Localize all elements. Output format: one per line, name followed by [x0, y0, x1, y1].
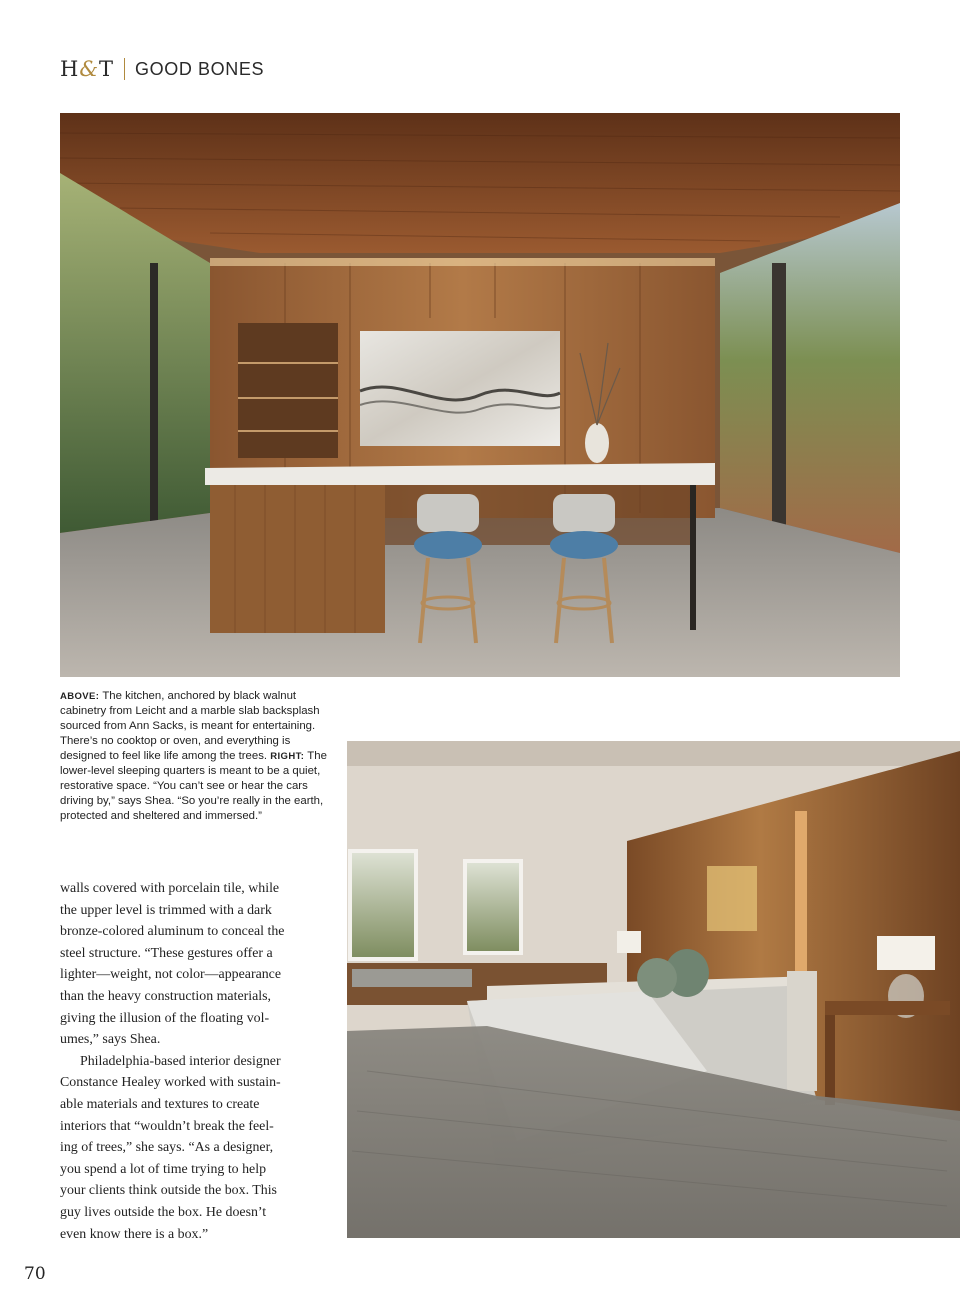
header-divider: [124, 58, 125, 80]
body-line: steel structure. “These gestures offer a: [60, 945, 273, 961]
body-line: you spend a lot of time trying to help: [60, 1161, 267, 1177]
article-body: [60, 878, 335, 1245]
kitchen-illustration: [60, 113, 900, 677]
page-number: 70: [24, 1264, 46, 1284]
section-title: GOOD BONES: [135, 58, 265, 79]
body-line: Philadelphia-based interior designer: [80, 1053, 281, 1069]
kitchen-photo: [60, 113, 900, 677]
body-line: lighter—weight, not color—appearance: [60, 967, 282, 983]
caption-above-text: The kitchen, anchored by black walnut cabinetry from Leicht and a marble slab backsplash sourced from Ann Sacks, is meant for entertaining. There’s no cooktop or oven, and everything is designed to feel like life among the trees.: [60, 690, 320, 762]
body-line: ing of trees,” she says. “As a designer,: [60, 1140, 274, 1156]
bedroom-illustration: [347, 741, 960, 1238]
body-line: your clients think outside the box. This: [60, 1183, 277, 1199]
caption-right-text: The lower-level sleeping quarters is meant to be a quiet, restorative space. “You can’t see or hear the cars driving by,” says Shea. “So you’re really in the earth, protected and sheltered and immersed.”: [60, 750, 327, 822]
body-line: giving the illusion of the floating vol-: [60, 1010, 270, 1026]
body-line: walls covered with porcelain tile, while: [60, 881, 280, 896]
page-header: [60, 56, 264, 82]
body-line: than the heavy construction materials,: [60, 988, 271, 1004]
body-line: able materials and textures to create: [60, 1096, 260, 1112]
body-line: interiors that “wouldn’t break the feel-: [60, 1118, 274, 1134]
body-line: bronze-colored aluminum to conceal the: [60, 924, 285, 940]
caption-right-tag: RIGHT:: [270, 751, 305, 762]
body-line: the upper level is trimmed with a dark: [60, 902, 272, 918]
bedroom-photo: [347, 741, 960, 1238]
body-line: guy lives outside the box. He doesn’t: [60, 1204, 267, 1220]
body-line: Constance Healey worked with sustain-: [60, 1075, 281, 1091]
caption-above-tag: ABOVE:: [60, 691, 100, 702]
body-line: umes,” says Shea.: [60, 1032, 161, 1048]
magazine-logo: H&T: [60, 57, 115, 81]
body-line: even know there is a box.”: [60, 1226, 209, 1242]
photo-caption: [60, 689, 328, 824]
